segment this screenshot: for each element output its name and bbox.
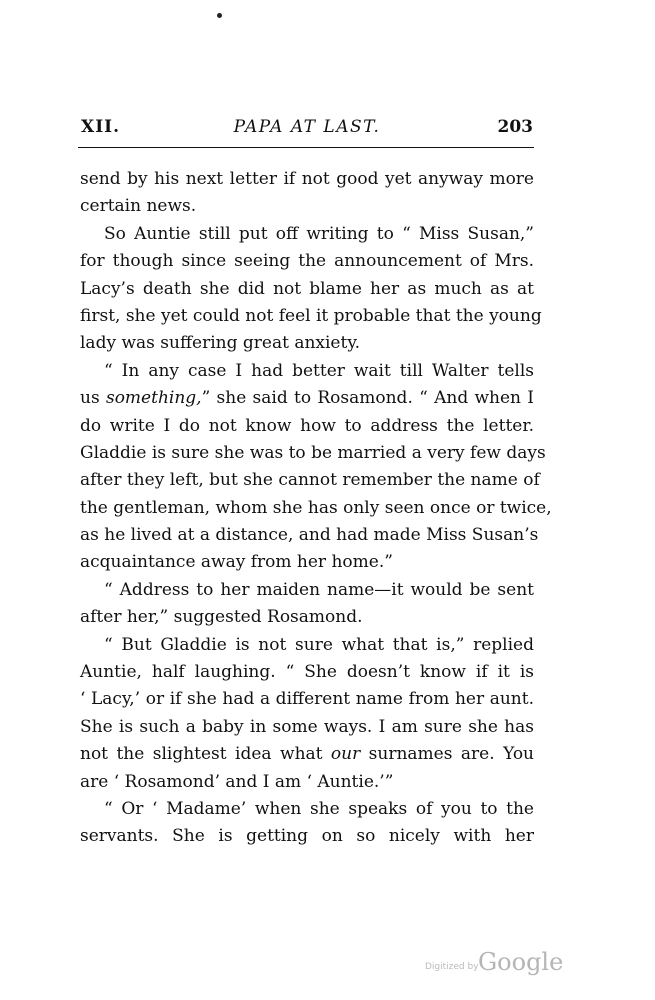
text-line: “ But Gladdie is not sure what that is,” replied [104, 634, 534, 655]
google-logo: Google [478, 948, 564, 976]
text-line: So Auntie still put off writing to “ Miss Susan,” [104, 223, 534, 244]
text-line: as he lived at a distance, and had made Miss Susan’s [80, 525, 539, 546]
text-line: us something,” she said to Rosamond. “ And when I [80, 388, 534, 409]
text-line: first, she yet could not feel it probable that the young [80, 305, 542, 326]
text-line: after they left, but she cannot remember the name of [80, 470, 540, 491]
text-line: servants. She is getting on so nicely with her [80, 826, 534, 847]
text-line: She is such a baby in some ways. I am sure she has [80, 716, 534, 737]
text-line: do write I do not know how to address the letter. [80, 415, 534, 436]
text-line: not the slightest idea what our surnames are. You [80, 744, 534, 765]
text-line: send by his next letter if not good yet anyway more [80, 169, 534, 189]
text-line: Gladdie is sure she was to be married a very few days [80, 442, 546, 463]
text-line: certain news. [80, 196, 197, 217]
watermark-prefix: Digitized by [425, 962, 479, 972]
chapter-number: XII. [81, 117, 121, 137]
text-line: Lacy’s death she did not blame her as much as at [80, 278, 534, 299]
text-line: “ Address to her maiden name—it would be sent [104, 579, 534, 600]
text-line: “ Or ‘ Madame’ when she speaks of you to the [104, 798, 534, 819]
page-number: 203 [497, 117, 533, 137]
running-title: PAPA AT LAST. [233, 117, 381, 137]
running-header [81, 117, 533, 139]
text-line: after her,” suggested Rosamond. [80, 607, 363, 628]
digitized-watermark [425, 948, 564, 981]
text-line: are ‘ Rosamond’ and I am ‘ Auntie.’” [80, 771, 394, 792]
header-rule [78, 147, 534, 148]
body-text [80, 166, 552, 851]
text-line: lady was suffering great anxiety. [80, 333, 361, 354]
text-line: the gentleman, whom she has only seen once or twice, [80, 497, 552, 518]
text-line: for though since seeing the announcement of Mrs. [80, 251, 534, 272]
text-line: Auntie, half laughing. “ She doesn’t know if it is [80, 662, 534, 683]
text-line: acquaintance away from her home.” [80, 552, 393, 573]
text-line: ‘ Lacy,’ or if she had a different name from her aunt. [80, 689, 534, 710]
ink-dot-mark [217, 13, 222, 18]
text-line: “ In any case I had better wait till Walter tells [104, 360, 534, 381]
